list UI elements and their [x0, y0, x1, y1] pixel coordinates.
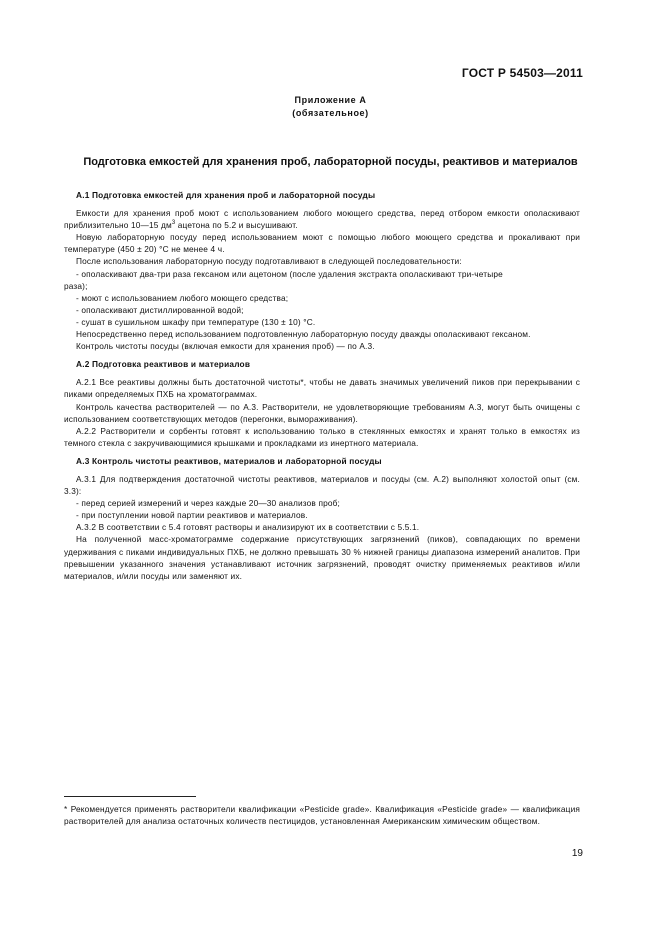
paragraph: [64, 207, 580, 231]
page-number: 19: [571, 848, 583, 859]
footnote-divider: [64, 796, 196, 797]
list-item: - сушат в сушильном шкафу при температуре (130 ± 10) °С.: [76, 316, 316, 327]
list-item: - ополаскивают два-три раза гексаном или ацетоном (после удаления экстракта ополаскивают три-четыре: [76, 268, 503, 279]
list-item: - перед серией измерений и через каждые 20—30 анализов проб;: [76, 498, 340, 509]
paragraph: А.3.2 В соответствии с 5.4 готовят растворы и анализируют их в соответствии с 5.5.1.: [76, 522, 420, 533]
section-heading-a2: А.2 Подготовка реактивов и материалов: [76, 359, 251, 370]
paragraph: Новую лабораторную посуду перед использованием моют с помощью любого моющего средства и прокаливают при температуре (450 ± 20) °С не менее 4 ч.: [64, 232, 580, 255]
paragraph-text: ацетона по 5.2 и высушивают.: [175, 220, 298, 231]
paragraph: Контроль качества растворителей — по А.3. Растворители, не удовлетворяющие требованиям А.3, могут быть очищены с использованием соответствующих методов (перегонки, вымораживания).: [64, 401, 580, 424]
appendix-main-title: Подготовка емкостей для хранения проб, лабораторной посуды, реактивов и материалов: [83, 156, 578, 168]
paragraph-text: Емкости для хранения проб моют с использованием любого моющего средства, перед отбором емкости ополаскивают приблизительно 10—15 дм: [64, 208, 580, 231]
annex-title: Приложение А: [294, 95, 367, 105]
annex-status: (обязательное): [292, 108, 369, 118]
paragraph: А.2.1 Все реактивы должны быть достаточной чистоты*, чтобы не давать значимых увеличений пиков при перекрывании с пиками определяемых ПХБ на хроматограммах.: [64, 377, 580, 400]
list-item: - ополаскивают дистиллированной водой;: [76, 304, 244, 315]
paragraph: Контроль чистоты посуды (включая емкости для хранения проб) — по А.3.: [76, 341, 375, 352]
list-item: - при поступлении новой партии реактивов и материалов.: [76, 510, 308, 521]
paragraph: После использования лабораторную посуду подготавливают в следующей последовательности:: [76, 256, 462, 267]
list-item: - моют с использованием любого моющего средства;: [76, 292, 289, 303]
section-heading-a3: А.3 Контроль чистоты реактивов, материалов и лабораторной посуды: [76, 455, 382, 466]
paragraph: Непосредственно перед использованием подготовленную лабораторную посуду дважды ополаскивают гексаном.: [76, 329, 531, 340]
paragraph: На полученной масс-хроматограмме содержание присутствующих загрязнений (пиков), совпадающих по времени удерживания с пиками индивидуальных ПХБ, не должно превышать 30 % нижней границы диапазона измерений аналитов. При превышении указанного значения устанавливают источник загрязнений, проводят очистку применяемых реактивов и/или материалов, и/или посуды или заменяют их.: [64, 534, 580, 581]
paragraph: А.3.1 Для подтверждения достаточной чистоты реактивов, материалов и посуды (см. А.2) выполняют холостой опыт (см. 3.3):: [64, 473, 580, 497]
standard-designation: ГОСТ Р 54503—2011: [461, 66, 583, 80]
footnote: * Рекомендуется применять растворители квалификации «Pesticide grade». Квалификация «Pesticide grade» — квалификация растворителей для анализа остаточных количеств пестицидов, установленная Американским химическим обществом.: [64, 804, 580, 827]
paragraph: А.2.2 Растворители и сорбенты готовят к использованию только в стеклянных емкостях и хранят только в емкостях из темного стекла с закручивающимися крышками и прокладками из инертного материала.: [64, 425, 580, 448]
document-body: [64, 189, 580, 582]
superscript: 3: [171, 220, 176, 227]
list-item-continuation: раза);: [64, 280, 88, 291]
section-heading-a1: А.1 Подготовка емкостей для хранения проб и лабораторной посуды: [76, 190, 376, 200]
